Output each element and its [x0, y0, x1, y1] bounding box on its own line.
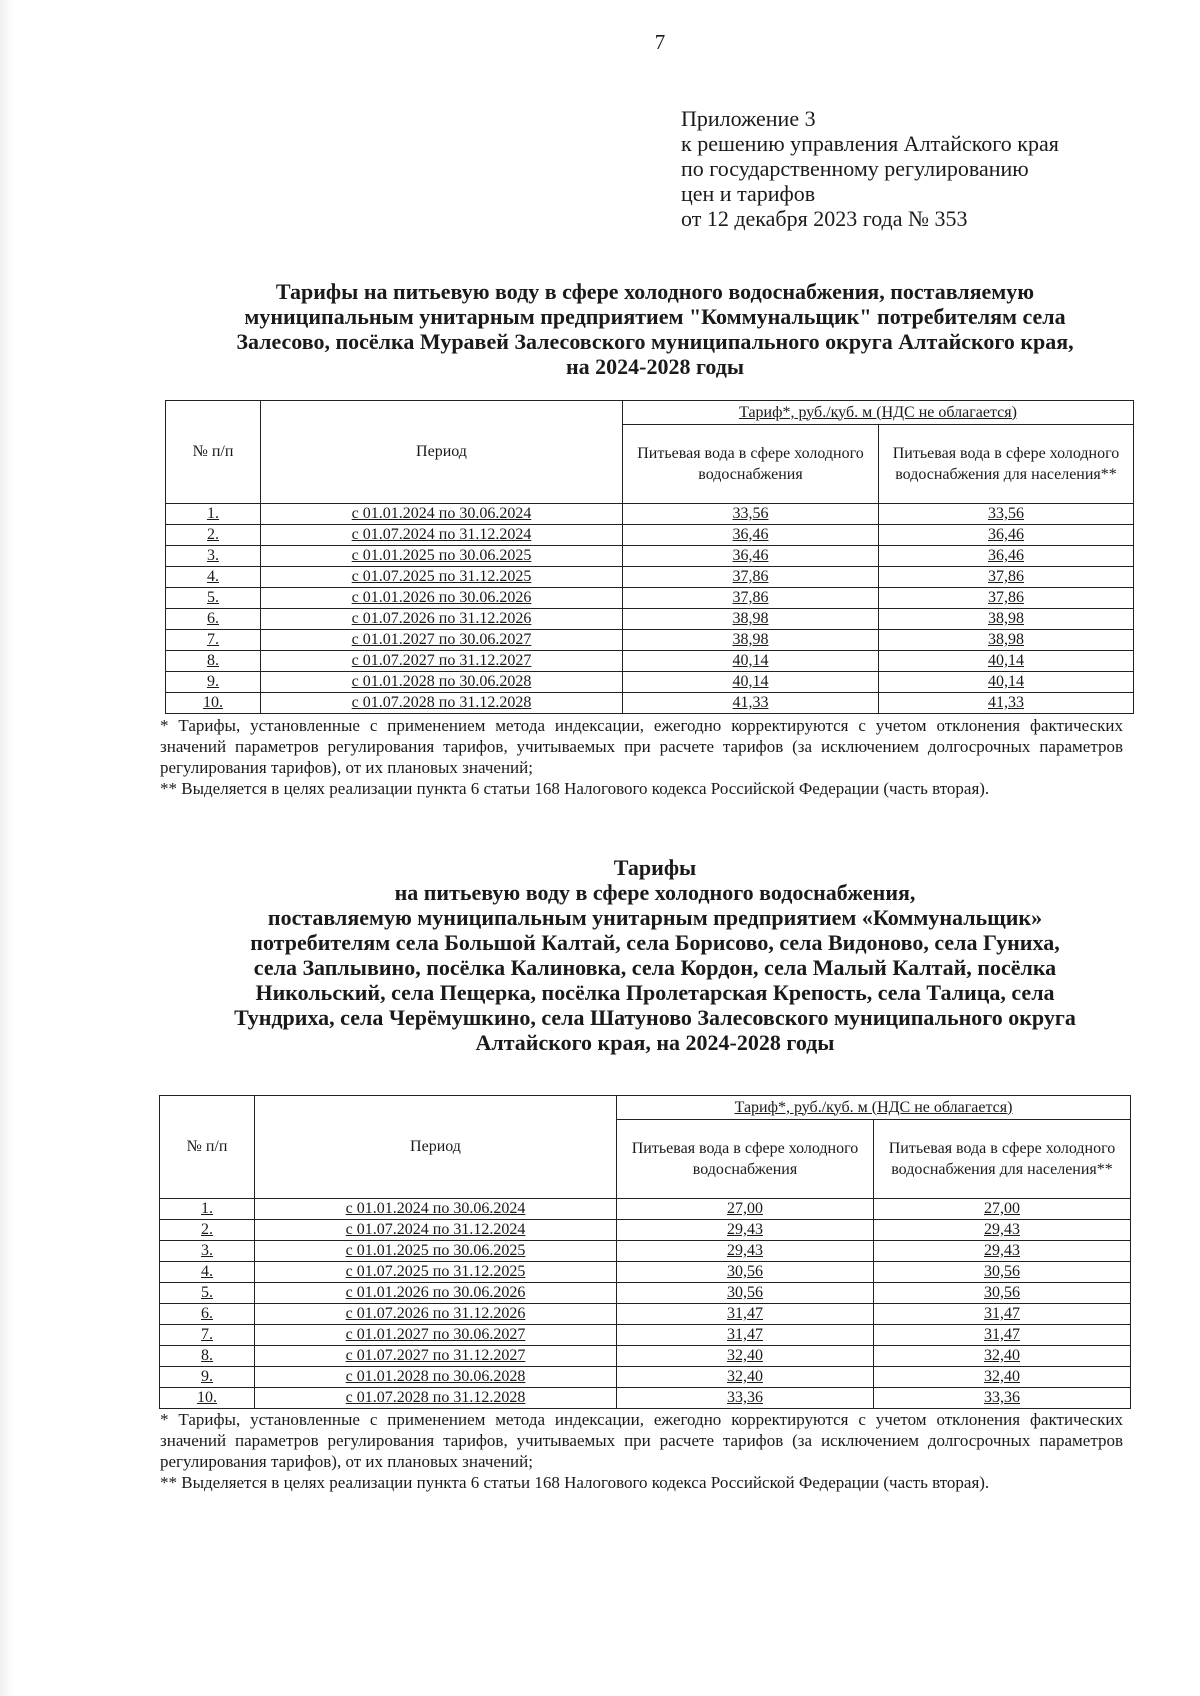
row-number: 8.: [166, 651, 261, 672]
row-tariff-population: 36,46: [879, 546, 1134, 567]
tariff-table-2: [159, 1095, 1131, 1409]
row-tariff: 31,47: [617, 1304, 874, 1325]
table-body: [160, 1199, 1131, 1409]
col-header-tariff-group: Тариф*, руб./куб. м (НДС не облагается): [617, 1096, 1131, 1120]
row-period: с 01.07.2027 по 31.12.2027: [261, 651, 623, 672]
appendix-line: к решению управления Алтайского края: [681, 131, 1059, 156]
row-number: 9.: [160, 1367, 255, 1388]
row-number: 2.: [166, 525, 261, 546]
table-row: [160, 1346, 1131, 1367]
appendix-header: [681, 106, 1059, 231]
row-period: с 01.07.2024 по 31.12.2024: [261, 525, 623, 546]
row-tariff: 38,98: [623, 630, 879, 651]
row-number: 8.: [160, 1346, 255, 1367]
page-number: 7: [654, 30, 666, 54]
table-row: [160, 1325, 1131, 1346]
row-tariff: 30,56: [617, 1283, 874, 1304]
appendix-line: по государственному регулированию: [681, 156, 1029, 181]
row-tariff-population: 38,98: [879, 630, 1134, 651]
row-number: 2.: [160, 1220, 255, 1241]
row-number: 1.: [166, 504, 261, 525]
row-period: с 01.07.2028 по 31.12.2028: [255, 1388, 617, 1409]
row-tariff-population: 31,47: [874, 1325, 1131, 1346]
row-tariff-population: 40,14: [879, 672, 1134, 693]
scan-edge-shadow: [0, 0, 14, 1696]
tariff-table-1: [165, 400, 1134, 714]
title-line: Тундриха, села Черёмушкино, села Шатуново Залесовского муниципального округа: [234, 1005, 1076, 1030]
row-tariff: 31,47: [617, 1325, 874, 1346]
row-period: с 01.01.2027 по 30.06.2027: [261, 630, 623, 651]
table-row: [166, 546, 1134, 567]
table-row: [166, 525, 1134, 546]
row-period: с 01.07.2025 по 31.12.2025: [261, 567, 623, 588]
row-tariff: 36,46: [623, 546, 879, 567]
row-tariff: 29,43: [617, 1220, 874, 1241]
appendix-line: цен и тарифов: [681, 181, 816, 206]
row-tariff: 40,14: [623, 672, 879, 693]
row-tariff: 33,56: [623, 504, 879, 525]
row-tariff-population: 41,33: [879, 693, 1134, 714]
col-header-drinking-water-population: Питьевая вода в сфере холодного водоснабжения для населения**: [874, 1120, 1131, 1199]
row-tariff-population: 40,14: [879, 651, 1134, 672]
row-tariff-population: 30,56: [874, 1262, 1131, 1283]
row-number: 4.: [160, 1262, 255, 1283]
row-period: с 01.01.2028 по 30.06.2028: [255, 1367, 617, 1388]
row-tariff: 37,86: [623, 567, 879, 588]
row-tariff: 32,40: [617, 1367, 874, 1388]
section1-footnotes: [160, 715, 1123, 799]
title-line: муниципальным унитарным предприятием "Коммунальщик" потребителям села: [244, 304, 1066, 329]
title-line: Тарифы: [613, 855, 697, 880]
row-tariff-population: 32,40: [874, 1346, 1131, 1367]
table-body: [166, 504, 1134, 714]
footnote-vat: ** Выделяется в целях реализации пункта 6 статьи 168 Налогового кодекса Российской Федерации (часть вторая).: [160, 1473, 990, 1492]
col-header-drinking-water: Питьевая вода в сфере холодного водоснабжения: [623, 425, 879, 504]
row-period: с 01.07.2024 по 31.12.2024: [255, 1220, 617, 1241]
row-period: с 01.07.2027 по 31.12.2027: [255, 1346, 617, 1367]
row-tariff-population: 33,56: [879, 504, 1134, 525]
table-row: [160, 1262, 1131, 1283]
row-period: с 01.01.2026 по 30.06.2026: [261, 588, 623, 609]
title-line: села Заплывино, посёлка Калиновка, села Кордон, села Малый Калтай, посёлка: [253, 955, 1057, 980]
col-header-number: № п/п: [160, 1096, 255, 1199]
row-tariff-population: 33,36: [874, 1388, 1131, 1409]
row-number: 9.: [166, 672, 261, 693]
row-tariff-population: 37,86: [879, 567, 1134, 588]
row-period: с 01.01.2025 по 30.06.2025: [255, 1241, 617, 1262]
table-row: [166, 672, 1134, 693]
row-tariff-population: 37,86: [879, 588, 1134, 609]
section2-footnotes: [160, 1409, 1123, 1493]
table-row: [160, 1241, 1131, 1262]
table-row: [160, 1388, 1131, 1409]
table-row: [160, 1220, 1131, 1241]
table-row: [160, 1304, 1131, 1325]
row-period: с 01.01.2026 по 30.06.2026: [255, 1283, 617, 1304]
row-number: 7.: [160, 1325, 255, 1346]
col-header-number: № п/п: [166, 401, 261, 504]
table-row: [166, 693, 1134, 714]
row-period: с 01.07.2028 по 31.12.2028: [261, 693, 623, 714]
row-period: с 01.07.2026 по 31.12.2026: [255, 1304, 617, 1325]
col-header-drinking-water: Питьевая вода в сфере холодного водоснабжения: [617, 1120, 874, 1199]
row-tariff-population: 32,40: [874, 1367, 1131, 1388]
title-line: поставляемую муниципальным унитарным предприятием «Коммунальщик»: [267, 905, 1043, 930]
row-number: 5.: [160, 1283, 255, 1304]
table-row: [166, 651, 1134, 672]
row-tariff-population: 29,43: [874, 1241, 1131, 1262]
appendix-line: Приложение 3: [681, 106, 816, 131]
title-line: потребителям села Большой Калтай, села Борисово, села Видоново, села Гуниха,: [250, 930, 1060, 955]
row-number: 3.: [166, 546, 261, 567]
row-tariff: 32,40: [617, 1346, 874, 1367]
row-number: 5.: [166, 588, 261, 609]
row-period: с 01.01.2025 по 30.06.2025: [261, 546, 623, 567]
table-row: [166, 630, 1134, 651]
row-tariff: 36,46: [623, 525, 879, 546]
title-line: на питьевую воду в сфере холодного водоснабжения,: [394, 880, 916, 905]
row-number: 10.: [166, 693, 261, 714]
row-tariff-population: 27,00: [874, 1199, 1131, 1220]
col-header-tariff-group: Тариф*, руб./куб. м (НДС не облагается): [623, 401, 1134, 425]
row-number: 10.: [160, 1388, 255, 1409]
row-tariff-population: 29,43: [874, 1220, 1131, 1241]
title-line: Тарифы на питьевую воду в сфере холодного водоснабжения, поставляемую: [275, 279, 1035, 304]
row-number: 6.: [166, 609, 261, 630]
row-period: с 01.07.2026 по 31.12.2026: [261, 609, 623, 630]
row-number: 4.: [166, 567, 261, 588]
row-tariff: 30,56: [617, 1262, 874, 1283]
col-header-period: Период: [261, 401, 623, 504]
row-number: 1.: [160, 1199, 255, 1220]
row-tariff: 33,36: [617, 1388, 874, 1409]
table-row: [166, 588, 1134, 609]
title-line: Залесово, посёлка Муравей Залесовского муниципального округа Алтайского края,: [236, 329, 1074, 354]
row-tariff-population: 30,56: [874, 1283, 1131, 1304]
row-period: с 01.01.2024 по 30.06.2024: [261, 504, 623, 525]
row-tariff: 29,43: [617, 1241, 874, 1262]
table-row: [160, 1283, 1131, 1304]
row-number: 7.: [166, 630, 261, 651]
row-number: 6.: [160, 1304, 255, 1325]
row-tariff-population: 36,46: [879, 525, 1134, 546]
row-tariff: 38,98: [623, 609, 879, 630]
table-row: [166, 609, 1134, 630]
appendix-line: от 12 декабря 2023 года № 353: [681, 206, 968, 231]
row-number: 3.: [160, 1241, 255, 1262]
table-row: [160, 1367, 1131, 1388]
section1-title: [175, 279, 1135, 379]
title-line: Алтайского края, на 2024-2028 годы: [475, 1030, 835, 1055]
table-row: [166, 567, 1134, 588]
title-line: Никольский, села Пещерка, посёлка Пролетарская Крепость, села Талица, села: [255, 980, 1055, 1005]
row-period: с 01.01.2027 по 30.06.2027: [255, 1325, 617, 1346]
row-period: с 01.01.2024 по 30.06.2024: [255, 1199, 617, 1220]
footnote-indexation: * Тарифы, установленные с применением метода индексации, ежегодно корректируются с учетом отклонения фактических значений параметров регулирования тарифов, учитываемых при расчете тарифов (за исключением долгосрочных параметров регулирования тарифов), от их плановых значений;: [160, 716, 1123, 777]
row-tariff: 27,00: [617, 1199, 874, 1220]
row-period: с 01.01.2028 по 30.06.2028: [261, 672, 623, 693]
table-row: [160, 1199, 1131, 1220]
col-header-drinking-water-population: Питьевая вода в сфере холодного водоснабжения для населения**: [879, 425, 1134, 504]
row-tariff-population: 31,47: [874, 1304, 1131, 1325]
row-tariff-population: 38,98: [879, 609, 1134, 630]
footnote-vat: ** Выделяется в целях реализации пункта 6 статьи 168 Налогового кодекса Российской Федерации (часть вторая).: [160, 779, 990, 798]
row-tariff: 41,33: [623, 693, 879, 714]
col-header-period: Период: [255, 1096, 617, 1199]
row-tariff: 37,86: [623, 588, 879, 609]
title-line: на 2024-2028 годы: [565, 354, 745, 379]
section2-title: [175, 855, 1135, 1055]
row-period: с 01.07.2025 по 31.12.2025: [255, 1262, 617, 1283]
row-tariff: 40,14: [623, 651, 879, 672]
footnote-indexation: * Тарифы, установленные с применением метода индексации, ежегодно корректируются с учетом отклонения фактических значений параметров регулирования тарифов, учитываемых при расчете тарифов (за исключением долгосрочных параметров регулирования тарифов), от их плановых значений;: [160, 1410, 1123, 1471]
table-row: [166, 504, 1134, 525]
